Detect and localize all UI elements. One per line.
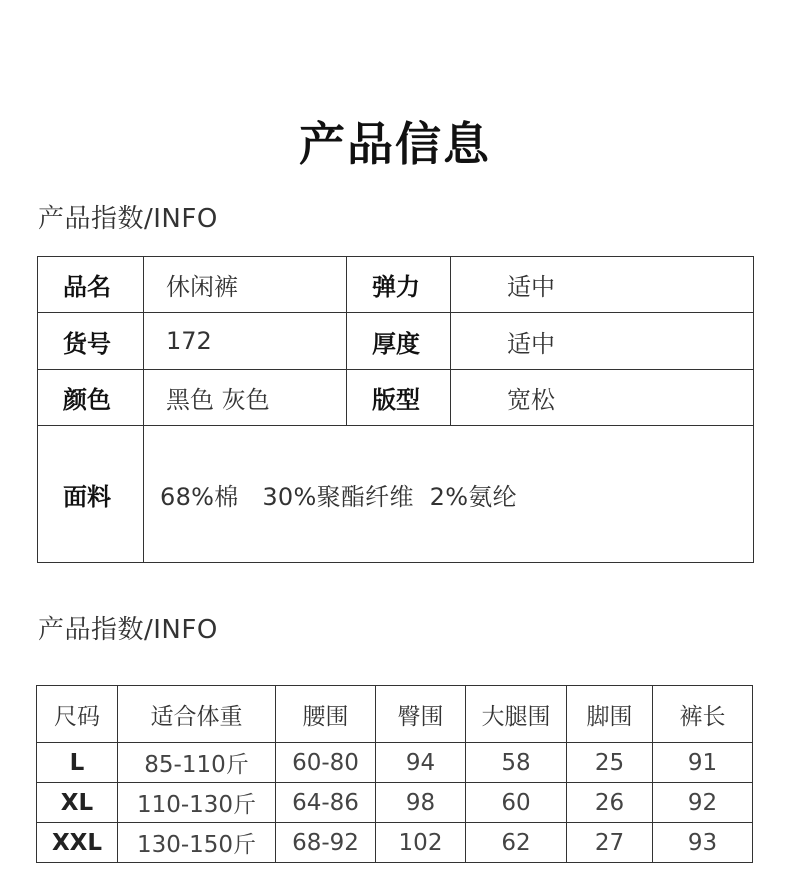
info-row-name [38,257,754,313]
header-weight: 适合体重 [118,686,276,743]
color-value: 黑色 灰色 [144,369,347,425]
fabric-key: 面料 [38,426,144,563]
length-cell: 93 [653,823,753,863]
thickness-key: 厚度 [347,313,451,369]
fabric-value: 68%棉 30%聚酯纤维 2%氨纶 [144,426,754,563]
table-row [37,783,753,823]
weight-cell: 110-130斤 [118,783,276,823]
length-cell: 92 [653,783,753,823]
header-size: 尺码 [37,686,118,743]
size-table-header [37,686,753,743]
fit-value: 宽松 [451,369,754,425]
elastic-key: 弹力 [347,257,451,313]
table-row [37,743,753,783]
header-length: 裤长 [653,686,753,743]
header-waist: 腰围 [276,686,376,743]
thickness-value: 适中 [451,313,754,369]
thigh-cell: 58 [466,743,567,783]
leg-opening-cell: 27 [567,823,653,863]
leg-opening-cell: 26 [567,783,653,823]
info-row-fabric [38,426,754,563]
elastic-value: 适中 [451,257,754,313]
weight-cell: 130-150斤 [118,823,276,863]
hip-cell: 98 [376,783,466,823]
size-cell: XL [37,783,118,823]
waist-cell: 60-80 [276,743,376,783]
size-cell: L [37,743,118,783]
waist-cell: 68-92 [276,823,376,863]
size-table [36,685,753,863]
table-row [37,823,753,863]
fit-key: 版型 [347,369,451,425]
info-row-sku [38,313,754,369]
leg-opening-cell: 25 [567,743,653,783]
weight-cell: 85-110斤 [118,743,276,783]
color-key: 颜色 [38,369,144,425]
hip-cell: 94 [376,743,466,783]
info-row-color [38,369,754,425]
section-label-product-info: 产品指数/INFO [38,204,218,234]
thigh-cell: 62 [466,823,567,863]
name-value: 休闲裤 [144,257,347,313]
sku-value: 172 [144,313,347,369]
thigh-cell: 60 [466,783,567,823]
hip-cell: 102 [376,823,466,863]
length-cell: 91 [653,743,753,783]
header-thigh: 大腿围 [466,686,567,743]
sku-key: 货号 [38,313,144,369]
waist-cell: 64-86 [276,783,376,823]
header-leg-opening: 脚围 [567,686,653,743]
section-label-size-info: 产品指数/INFO [38,615,218,645]
name-key: 品名 [38,257,144,313]
size-cell: XXL [37,823,118,863]
header-hip: 臀围 [376,686,466,743]
product-info-table [37,256,754,563]
page-title: 产品信息 [299,117,491,171]
